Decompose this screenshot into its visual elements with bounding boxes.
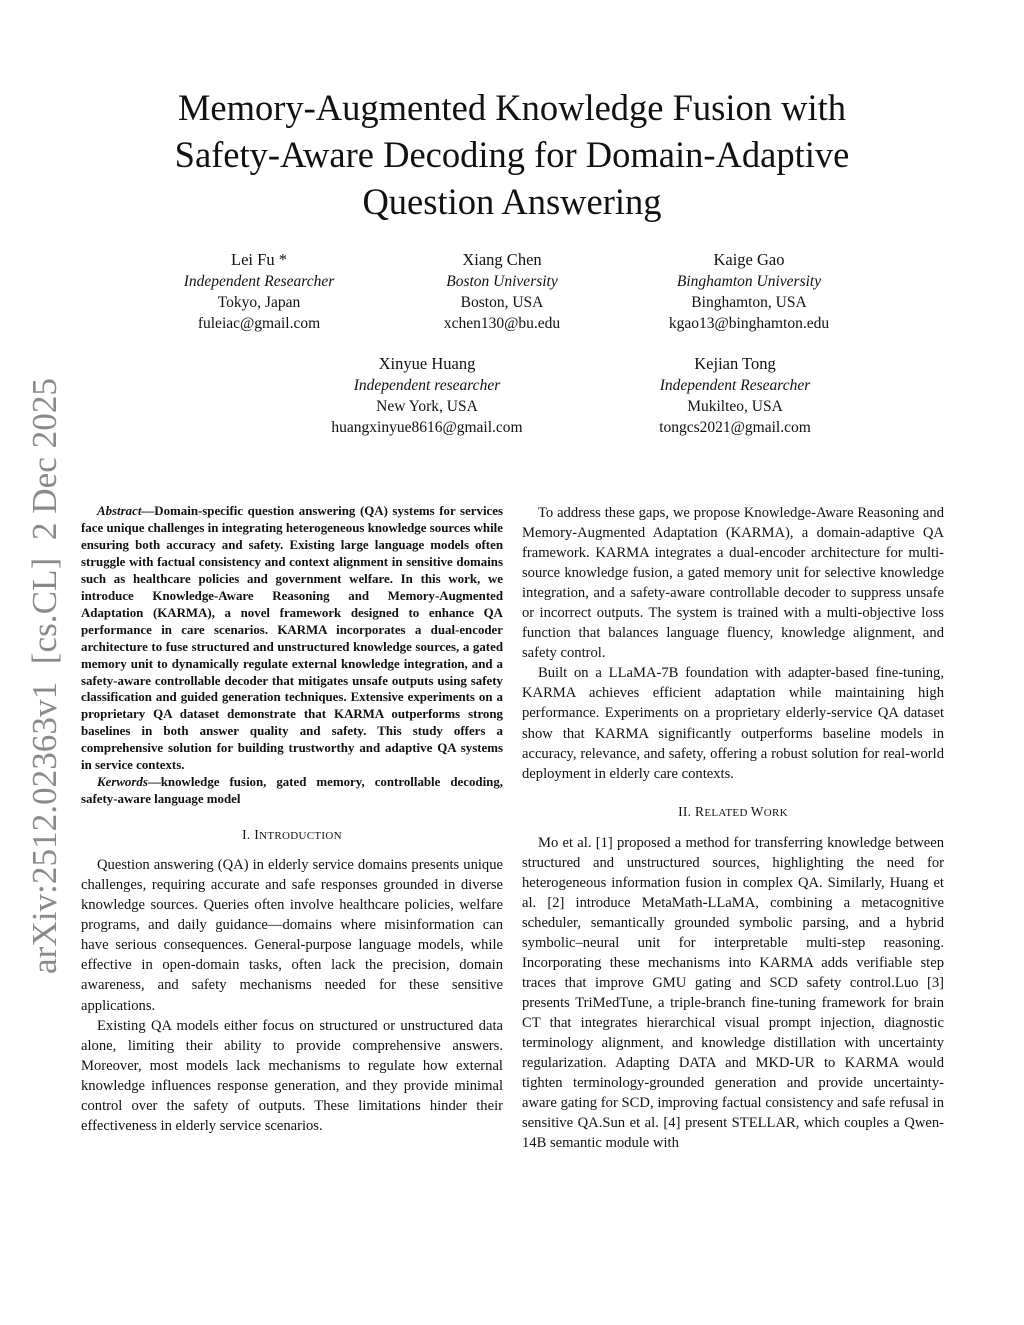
author-name: Xiang Chen bbox=[462, 250, 542, 269]
author-location: Boston, USA bbox=[460, 294, 544, 311]
author-block bbox=[585, 353, 885, 438]
paper-title bbox=[110, 84, 914, 225]
intro-paragraph-1: Question answering (QA) in elderly service domains presents unique challenges, requiring accurate and safe responses grounded in diverse knowledge sources. Queries often involve healthcare policies, welfare programs, and daily guidance—domains where misinformation can have serious consequences. General-purpose language models, while effective in open-domain tasks, often lack the precision, domain awareness, and safety mechanisms needed for these sensitive applications. bbox=[81, 857, 503, 1014]
keywords-label: Kerwords bbox=[97, 775, 148, 790]
keywords bbox=[81, 774, 503, 808]
author-email: huangxinyue8616@gmail.com bbox=[331, 419, 523, 436]
author-name: Xinyue Huang bbox=[378, 354, 476, 373]
title-line-1: Memory-Augmented Knowledge Fusion with bbox=[177, 87, 847, 128]
author-affiliation: Independent researcher bbox=[353, 377, 501, 394]
author-location: Mukilteo, USA bbox=[687, 398, 783, 415]
keywords-text: —knowledge fusion, gated memory, controllable decoding, safety-aware language model bbox=[81, 775, 503, 807]
author-location: Binghamton, USA bbox=[691, 294, 807, 311]
title-line-3: Question Answering bbox=[362, 181, 662, 222]
author-name: Kejian Tong bbox=[694, 354, 776, 373]
abstract-label: Abstract bbox=[97, 504, 142, 518]
author-name: Kaige Gao bbox=[713, 250, 785, 269]
arxiv-identifier-text: arXiv:2512.02363v1 [cs.CL] 2 Dec 2025 bbox=[25, 381, 64, 974]
author-location: New York, USA bbox=[376, 398, 478, 415]
author-email: tongcs2021@gmail.com bbox=[659, 419, 811, 436]
section-heading-introduction: I. INTRODUCTION bbox=[242, 827, 342, 843]
section-heading-related-work: II. RELATED WORK bbox=[678, 803, 788, 819]
intro-paragraph-2: Existing QA models either focus on structured or unstructured data alone, limiting their ability to provide comprehensive answers. Moreover, most models lack mechanisms to regulate how external knowledge influences response generation, and they provide minimal control over the safety of outputs. These limitations hinder their effectiveness in elderly service scenarios. bbox=[81, 1017, 503, 1134]
author-email: kgao13@binghamton.edu bbox=[668, 315, 830, 332]
author-affiliation: Independent Researcher bbox=[659, 377, 811, 394]
author-block bbox=[599, 249, 899, 334]
title-line-2: Safety-Aware Decoding for Domain-Adaptive bbox=[174, 134, 850, 175]
intro-paragraph-3: To address these gaps, we propose Knowledge-Aware Reasoning and Memory-Augmented Adaptation (KARMA), a domain-adaptive QA framework. KARMA integrates a dual-encoder architecture for multi-source knowledge fusion, a gated memory unit for selective knowledge integration, and a safety-aware controllable decoder to suppress unsafe or incorrect outputs. The system is trained with a multi-objective loss function that balances language fluency, knowledge alignment, and safety control. bbox=[522, 505, 944, 662]
related-work-paragraph: Mo et al. [1] proposed a method for transferring knowledge between structured and unstructured sources, highlighting the need for heterogeneous information fusion in complex QA. Similarly, Huang et al. [2] introduce MetaMath-LLaMA, combining a metacognitive scheduler, semantically grounded symbolic parsing, and a hybrid symbolic–neural unit for interpretable multi-step reasoning. Incorporating these mechanisms into KARMA adds verifiable step traces that improve GMU gating and SCD safety control.Luo [3] presents TriMedTune, a triple-branch fine-tuning framework for brain CT that integrates hierarchical visual prompt injection, diagnostic terminology alignment, and knowledge distillation with uncertainty regularization. Adapting DATA and MKD-UR to KARMA would tighten terminology-grounded generation and provide uncertainty-aware gating for SCD, improving factual consistency and safe refusal in sensitive QA.Sun et al. [4] present STELLAR, which couples a Qwen-14B semantic module with bbox=[522, 834, 944, 1152]
author-email: fuleiac@gmail.com bbox=[197, 315, 321, 332]
author-affiliation: Boston University bbox=[446, 273, 558, 290]
arxiv-identifier-stamp bbox=[14, 378, 66, 974]
author-name: Lei Fu * bbox=[231, 250, 287, 269]
abstract bbox=[81, 503, 503, 774]
intro-paragraph-4: Built on a LLaMA-7B foundation with adapter-based fine-tuning, KARMA achieves efficient adaptation while maintaining high performance. Experiments on a proprietary elderly-service QA dataset show that KARMA significantly outperforms baseline models in accuracy, relevance, and safety, offering a robust solution for real-world deployment in elderly care contexts. bbox=[522, 665, 944, 782]
author-affiliation: Independent Researcher bbox=[183, 273, 335, 290]
right-column bbox=[522, 503, 944, 1153]
author-block bbox=[277, 353, 577, 438]
abstract-text: —Domain-specific question answering (QA) systems for services face unique challenges in integrating heterogeneous knowledge sources while ensuring both accuracy and safety. Existing large language models often struggle with factual consistency and context alignment in sensitive domains such as healthcare policies and government welfare. In this work, we introduce Knowledge-Aware Reasoning and Memory-Augmented Adaptation (KARMA), a novel framework designed to enhance QA performance in care scenarios. KARMA incorporates a dual-encoder architecture to fuse structured and unstructured knowledge sources, a gated memory unit to dynamically regulate external knowledge integration, and a safety-aware controllable decoder that mitigates unsafe outputs using safety classification and guided generation techniques. Extensive experiments on a proprietary QA dataset demonstrate that KARMA outperforms strong baselines in both answer quality and safety. This study offers a comprehensive solution for building trustworthy and adaptive QA systems in service contexts. bbox=[81, 504, 503, 773]
author-affiliation: Binghamton University bbox=[676, 273, 822, 290]
author-location: Tokyo, Japan bbox=[217, 294, 301, 311]
author-email: xchen130@bu.edu bbox=[443, 315, 561, 332]
left-column bbox=[81, 503, 503, 1136]
